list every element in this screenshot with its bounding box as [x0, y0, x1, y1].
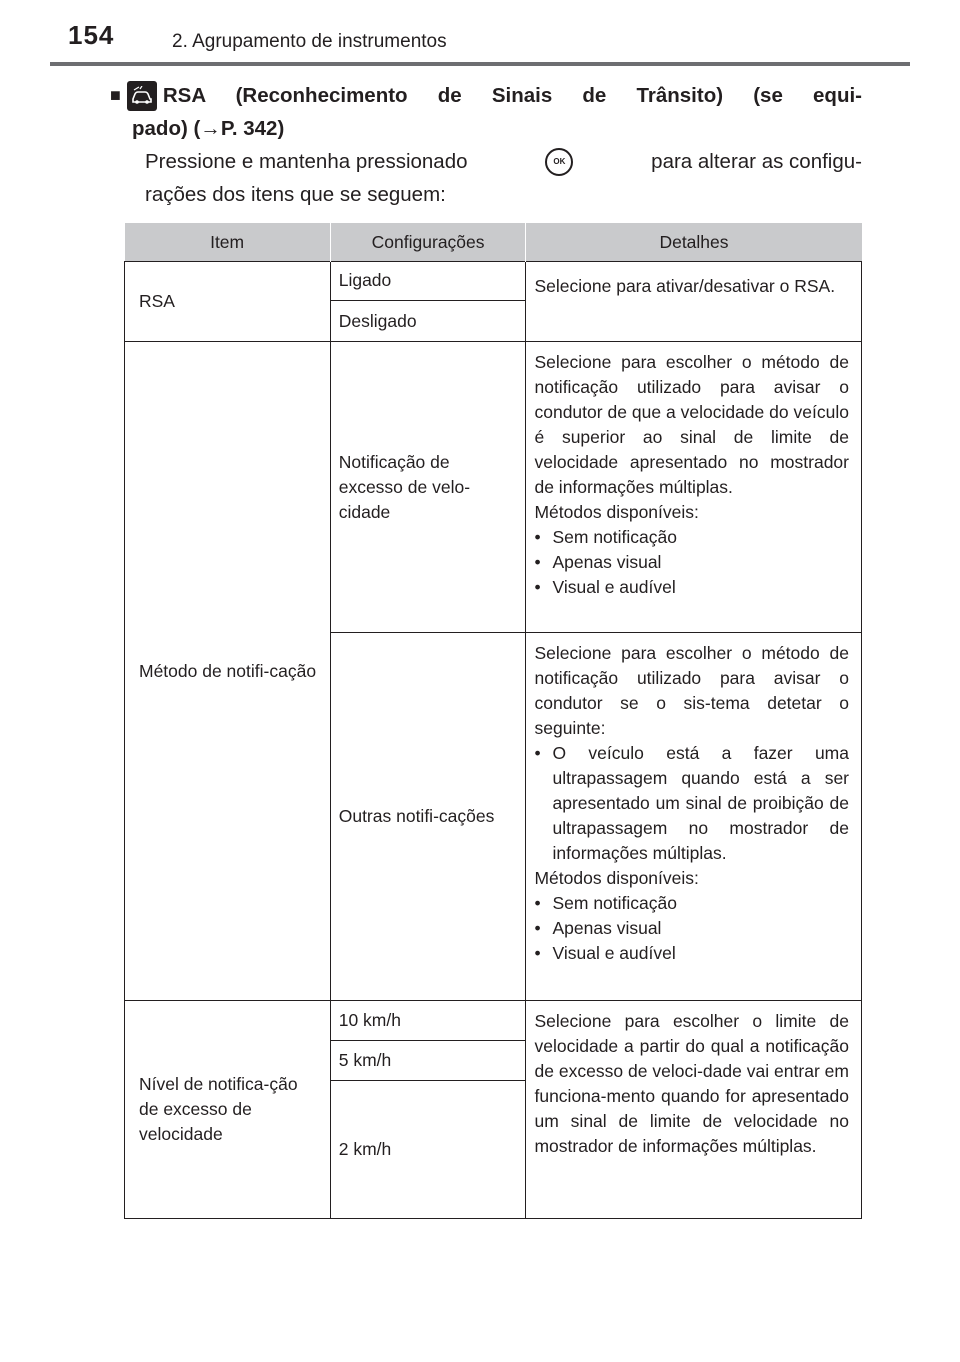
list-item: • Visual e audível	[534, 575, 849, 600]
table-row	[125, 1001, 862, 1041]
details-overspeed-notification	[526, 342, 862, 633]
methods-label: Métodos disponíveis:	[534, 868, 699, 888]
section-title: 2. Agrupamento de instrumentos	[172, 31, 447, 52]
details-text: Selecione para escolher o método de notificação utilizado para avisar o condutor de que a velocidade do veículo é superior ao sinal de limite de velocidade apresentado no mostrador de informações múltiplas.	[534, 352, 849, 497]
methods-label: Métodos disponíveis:	[534, 502, 699, 522]
option-ligado: Ligado	[330, 262, 526, 301]
intro-text-before: Pressione e mantenha pressionado	[145, 150, 468, 173]
table-row	[125, 342, 862, 633]
table-row	[125, 262, 862, 301]
details-text: Selecione para escolher o método de notificação utilizado para avisar o condutor se o sis-tema detetar o seguinte:	[534, 643, 849, 738]
item-notification-method: Método de notifi-cação	[125, 342, 331, 1001]
list-item: • O veículo está a fazer uma ultrapassagem quando está a ser apresentado um sinal de proibição de ultrapassagem no mostrador de informações múltiplas.	[534, 741, 849, 866]
list-item: • Sem notificação	[534, 891, 849, 916]
intro-paragraph	[145, 145, 862, 211]
settings-table	[124, 223, 862, 1219]
list-item: • Visual e audível	[534, 941, 849, 966]
traffic-sign-recognition-icon	[127, 81, 157, 111]
setting-overspeed-notification: Notificação de excesso de velo-cidade	[330, 342, 526, 633]
header-item: Item	[125, 223, 331, 262]
bullet-square-icon: ■	[110, 85, 121, 105]
heading-line-2: pado) (→P. 342)	[132, 117, 285, 140]
list-item: • Sem notificação	[534, 525, 849, 550]
list-item: • Apenas visual	[534, 916, 849, 941]
option-desligado: Desligado	[330, 301, 526, 342]
header-detalhes: Detalhes	[526, 223, 862, 262]
details-other-notifications	[526, 633, 862, 1001]
heading-line-1: RSA (Reconhecimento de Sinais de Trânsito) (se equi-	[162, 84, 862, 107]
option-10-kmh: 10 km/h	[330, 1001, 526, 1041]
page-number: 154	[68, 20, 115, 50]
ok-button-icon: OK	[545, 148, 573, 176]
item-overspeed-level: Nível de notifica-ção de excesso de velocidade	[125, 1001, 331, 1219]
table-header-row	[125, 223, 862, 262]
list-item: • Apenas visual	[534, 550, 849, 575]
option-5-kmh: 5 km/h	[330, 1041, 526, 1081]
intro-text-line-2: rações dos itens que se seguem:	[145, 183, 446, 206]
item-rsa: RSA	[125, 262, 331, 342]
option-2-kmh: 2 km/h	[330, 1081, 526, 1219]
section-heading	[110, 79, 862, 145]
details-rsa: Selecione para ativar/desativar o RSA.	[526, 262, 862, 342]
header-rule	[50, 62, 910, 66]
intro-text-after: para alterar as configu-	[651, 150, 862, 173]
details-overspeed-level: Selecione para escolher o limite de velocidade a partir do qual a notificação de excesso de veloci-dade vai entrar em funciona-mento quando for apresentado um sinal de limite de velocidade no mostrador de informações múltiplas.	[526, 1001, 862, 1219]
setting-other-notifications: Outras notifi-cações	[330, 633, 526, 1001]
header-configuracoes: Configurações	[330, 223, 526, 262]
